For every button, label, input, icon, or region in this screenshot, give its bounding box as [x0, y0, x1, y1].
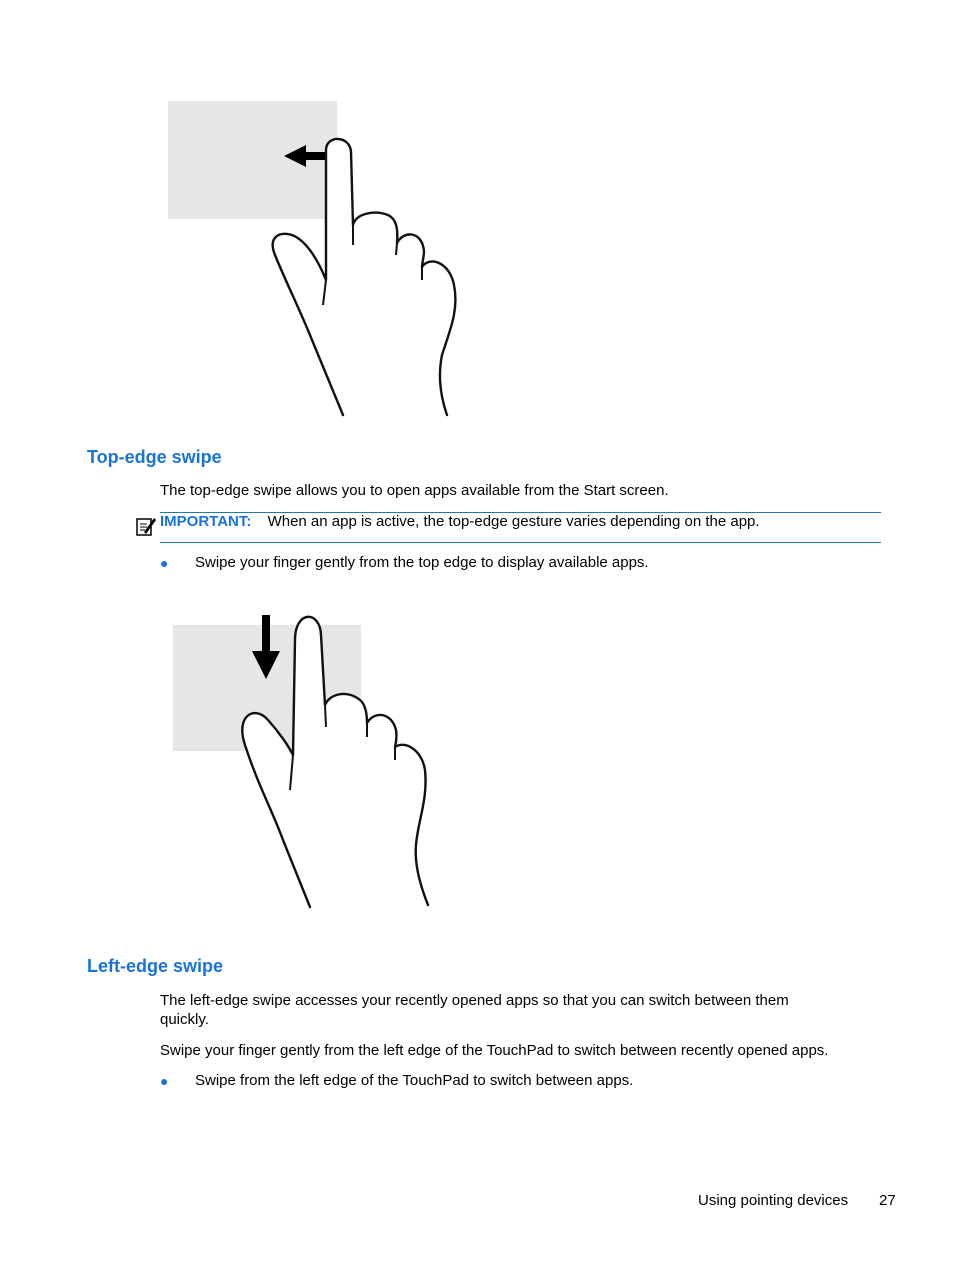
- important-text: When an app is active, the top-edge gesture varies depending on the app.: [267, 513, 760, 530]
- left-edge-paragraph-2: Swipe your finger gently from the left edge of the TouchPad to switch between recently opened apps.: [160, 1042, 829, 1059]
- important-bottom-rule: [160, 542, 881, 543]
- important-label: IMPORTANT:: [160, 513, 252, 530]
- left-edge-paragraph-line2: quickly.: [160, 1011, 209, 1028]
- bullet-text: Swipe your finger gently from the top edge to display available apps.: [195, 554, 649, 571]
- bullet-text: Swipe from the left edge of the TouchPad to switch between apps.: [195, 1072, 634, 1089]
- page-number: 27: [879, 1192, 896, 1209]
- section-heading-left-edge: Left-edge swipe: [87, 956, 224, 976]
- section-heading-top-edge: Top-edge swipe: [87, 447, 222, 467]
- bullet-icon: ●: [160, 1073, 169, 1089]
- hand-swipe-left-icon: [160, 95, 470, 425]
- page-footer-title: Using pointing devices: [698, 1192, 849, 1209]
- swipe-down-figure: [160, 605, 460, 915]
- hand-swipe-down-icon: [160, 605, 460, 915]
- top-edge-paragraph: The top-edge swipe allows you to open apps available from the Start screen.: [160, 482, 669, 499]
- important-note-icon: [135, 515, 157, 537]
- left-edge-paragraph-line1: The left-edge swipe accesses your recently opened apps so that you can switch between them: [160, 992, 789, 1009]
- bullet-icon: ●: [160, 555, 169, 571]
- swipe-left-figure: [160, 95, 470, 425]
